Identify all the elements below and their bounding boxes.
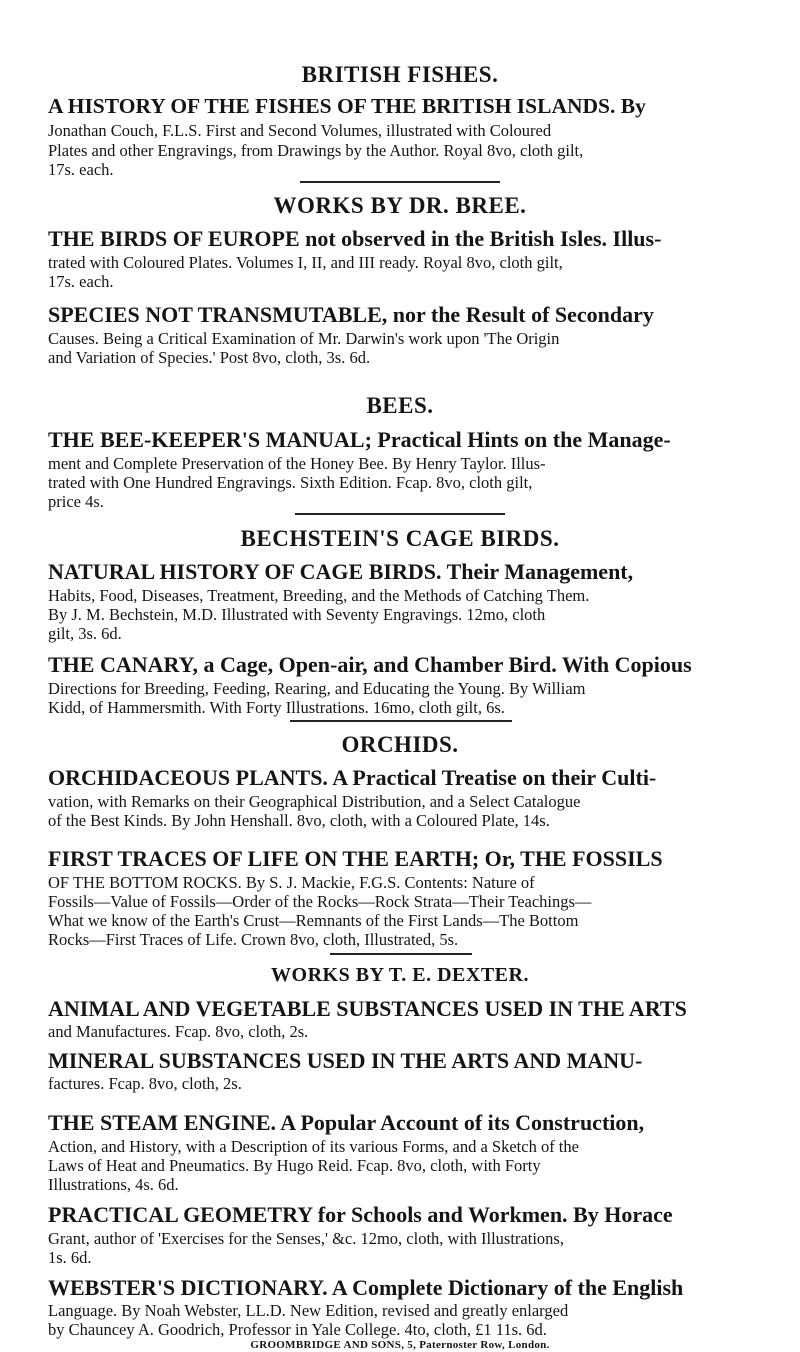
entry-body-line: by Chauncey A. Goodrich, Professor in Yale College. 4to, cloth, £1 11s. 6d. — [48, 1320, 547, 1339]
divider-rule — [300, 181, 500, 183]
entry-body-line: 1s. 6d. — [48, 1248, 92, 1267]
entry-body-line: Language. By Noah Webster, LL.D. New Edition, revised and greatly enlarged — [48, 1301, 569, 1320]
entry-title-canary: THE CANARY, a Cage, Open-air, and Chamber Bird. With Copious — [48, 652, 692, 677]
entry-body-line: Plates and other Engravings, from Drawings by the Author. Royal 8vo, cloth gilt, — [48, 141, 584, 160]
entry-body-line: of the Best Kinds. By John Henshall. 8vo, cloth, with a Coloured Plate, 14s. — [48, 811, 550, 830]
divider-rule — [295, 513, 505, 515]
section-heading-bees: BEES. — [366, 393, 434, 418]
entry-body-line: trated with One Hundred Engravings. Sixth Edition. Fcap. 8vo, cloth gilt, — [48, 473, 533, 492]
entry-body-line: 17s. each. — [48, 160, 114, 179]
entry-title-fishes: A HISTORY OF THE FISHES OF THE BRITISH ISLANDS. By — [48, 94, 646, 118]
entry-title-birds-of-europe: THE BIRDS OF EUROPE not observed in the British Isles. Illus- — [48, 226, 662, 251]
entry-body-line: Illustrations, 4s. 6d. — [48, 1175, 179, 1194]
entry-body-line: 17s. each. — [48, 272, 114, 291]
entry-body-line: and Variation of Species.' Post 8vo, cloth, 3s. 6d. — [48, 348, 371, 367]
entry-body-line: By J. M. Bechstein, M.D. Illustrated with Seventy Engravings. 12mo, cloth — [48, 605, 546, 624]
entry-body-line: and Manufactures. Fcap. 8vo, cloth, 2s. — [48, 1022, 309, 1041]
section-heading-orchids: ORCHIDS. — [341, 732, 459, 757]
entry-title-steam-engine: THE STEAM ENGINE. A Popular Account of its Construction, — [48, 1110, 645, 1135]
entry-body-line: Kidd, of Hammersmith. With Forty Illustrations. 16mo, cloth gilt, 6s. — [48, 698, 505, 717]
entry-title-animal-vegetable: ANIMAL AND VEGETABLE SUBSTANCES USED IN THE ARTS — [48, 996, 687, 1021]
entry-body-line: Fossils—Value of Fossils—Order of the Rocks—Rock Strata—Their Teachings— — [48, 892, 592, 911]
entry-body-line: ment and Complete Preservation of the Honey Bee. By Henry Taylor. Illus- — [48, 454, 546, 473]
entry-body-line: trated with Coloured Plates. Volumes I, II, and III ready. Royal 8vo, cloth gilt, — [48, 253, 563, 272]
divider-rule — [290, 720, 512, 722]
entry-body-line: Directions for Breeding, Feeding, Rearing, and Educating the Young. By William — [48, 679, 586, 698]
entry-title-orchidaceous: ORCHIDACEOUS PLANTS. A Practical Treatise on their Culti- — [48, 765, 657, 790]
publisher-imprint: GROOMBRIDGE AND SONS, 5, Paternoster Row, London. — [250, 1339, 550, 1351]
entry-body-line: Causes. Being a Critical Examination of Mr. Darwin's work upon 'The Origin — [48, 329, 560, 348]
entry-body-line: gilt, 3s. 6d. — [48, 624, 122, 643]
entry-title-cage-birds: NATURAL HISTORY OF CAGE BIRDS. Their Management, — [48, 559, 634, 584]
entry-body-line: What we know of the Earth's Crust—Remnants of the First Lands—The Bottom — [48, 911, 579, 930]
section-heading-bree: WORKS BY DR. BREE. — [273, 193, 527, 218]
entry-body-line: Rocks—First Traces of Life. Crown 8vo, cloth, Illustrated, 5s. — [48, 930, 459, 949]
entry-body-line: OF THE BOTTOM ROCKS. By S. J. Mackie, F.G.S. Contents: Nature of — [48, 873, 535, 892]
divider-rule — [330, 953, 472, 955]
entry-body-line: Action, and History, with a Description of its various Forms, and a Sketch of the — [48, 1137, 579, 1156]
entry-title-webster: WEBSTER'S DICTIONARY. A Complete Dictionary of the English — [48, 1275, 684, 1300]
entry-body-line: price 4s. — [48, 492, 104, 511]
entry-body-line: Laws of Heat and Pneumatics. By Hugo Reid. Fcap. 8vo, cloth, with Forty — [48, 1156, 541, 1175]
entry-body-line: Habits, Food, Diseases, Treatment, Breeding, and the Methods of Catching Them. — [48, 586, 590, 605]
entry-title-mineral: MINERAL SUBSTANCES USED IN THE ARTS AND MANU- — [48, 1048, 643, 1073]
section-heading-bechstein: BECHSTEIN'S CAGE BIRDS. — [240, 526, 560, 551]
entry-body-line: Grant, author of 'Exercises for the Senses,' &c. 12mo, cloth, with Illustrations, — [48, 1229, 564, 1248]
entry-title-geometry: PRACTICAL GEOMETRY for Schools and Workmen. By Horace — [48, 1202, 673, 1227]
entry-title-bee-keeper: THE BEE-KEEPER'S MANUAL; Practical Hints on the Manage- — [48, 427, 671, 452]
entry-body-line: Jonathan Couch, F.L.S. First and Second Volumes, illustrated with Coloured — [48, 121, 552, 140]
entry-title-species: SPECIES NOT TRANSMUTABLE, nor the Result of Secondary — [48, 302, 654, 327]
entry-title-first-traces: FIRST TRACES OF LIFE ON THE EARTH; Or, THE FOSSILS — [48, 846, 663, 871]
entry-body-line: factures. Fcap. 8vo, cloth, 2s. — [48, 1074, 242, 1093]
section-heading-british-fishes: BRITISH FISHES. — [301, 62, 499, 87]
entry-body-line: vation, with Remarks on their Geographical Distribution, and a Select Catalogue — [48, 792, 581, 811]
section-heading-dexter: WORKS BY T. E. DEXTER. — [271, 964, 529, 986]
